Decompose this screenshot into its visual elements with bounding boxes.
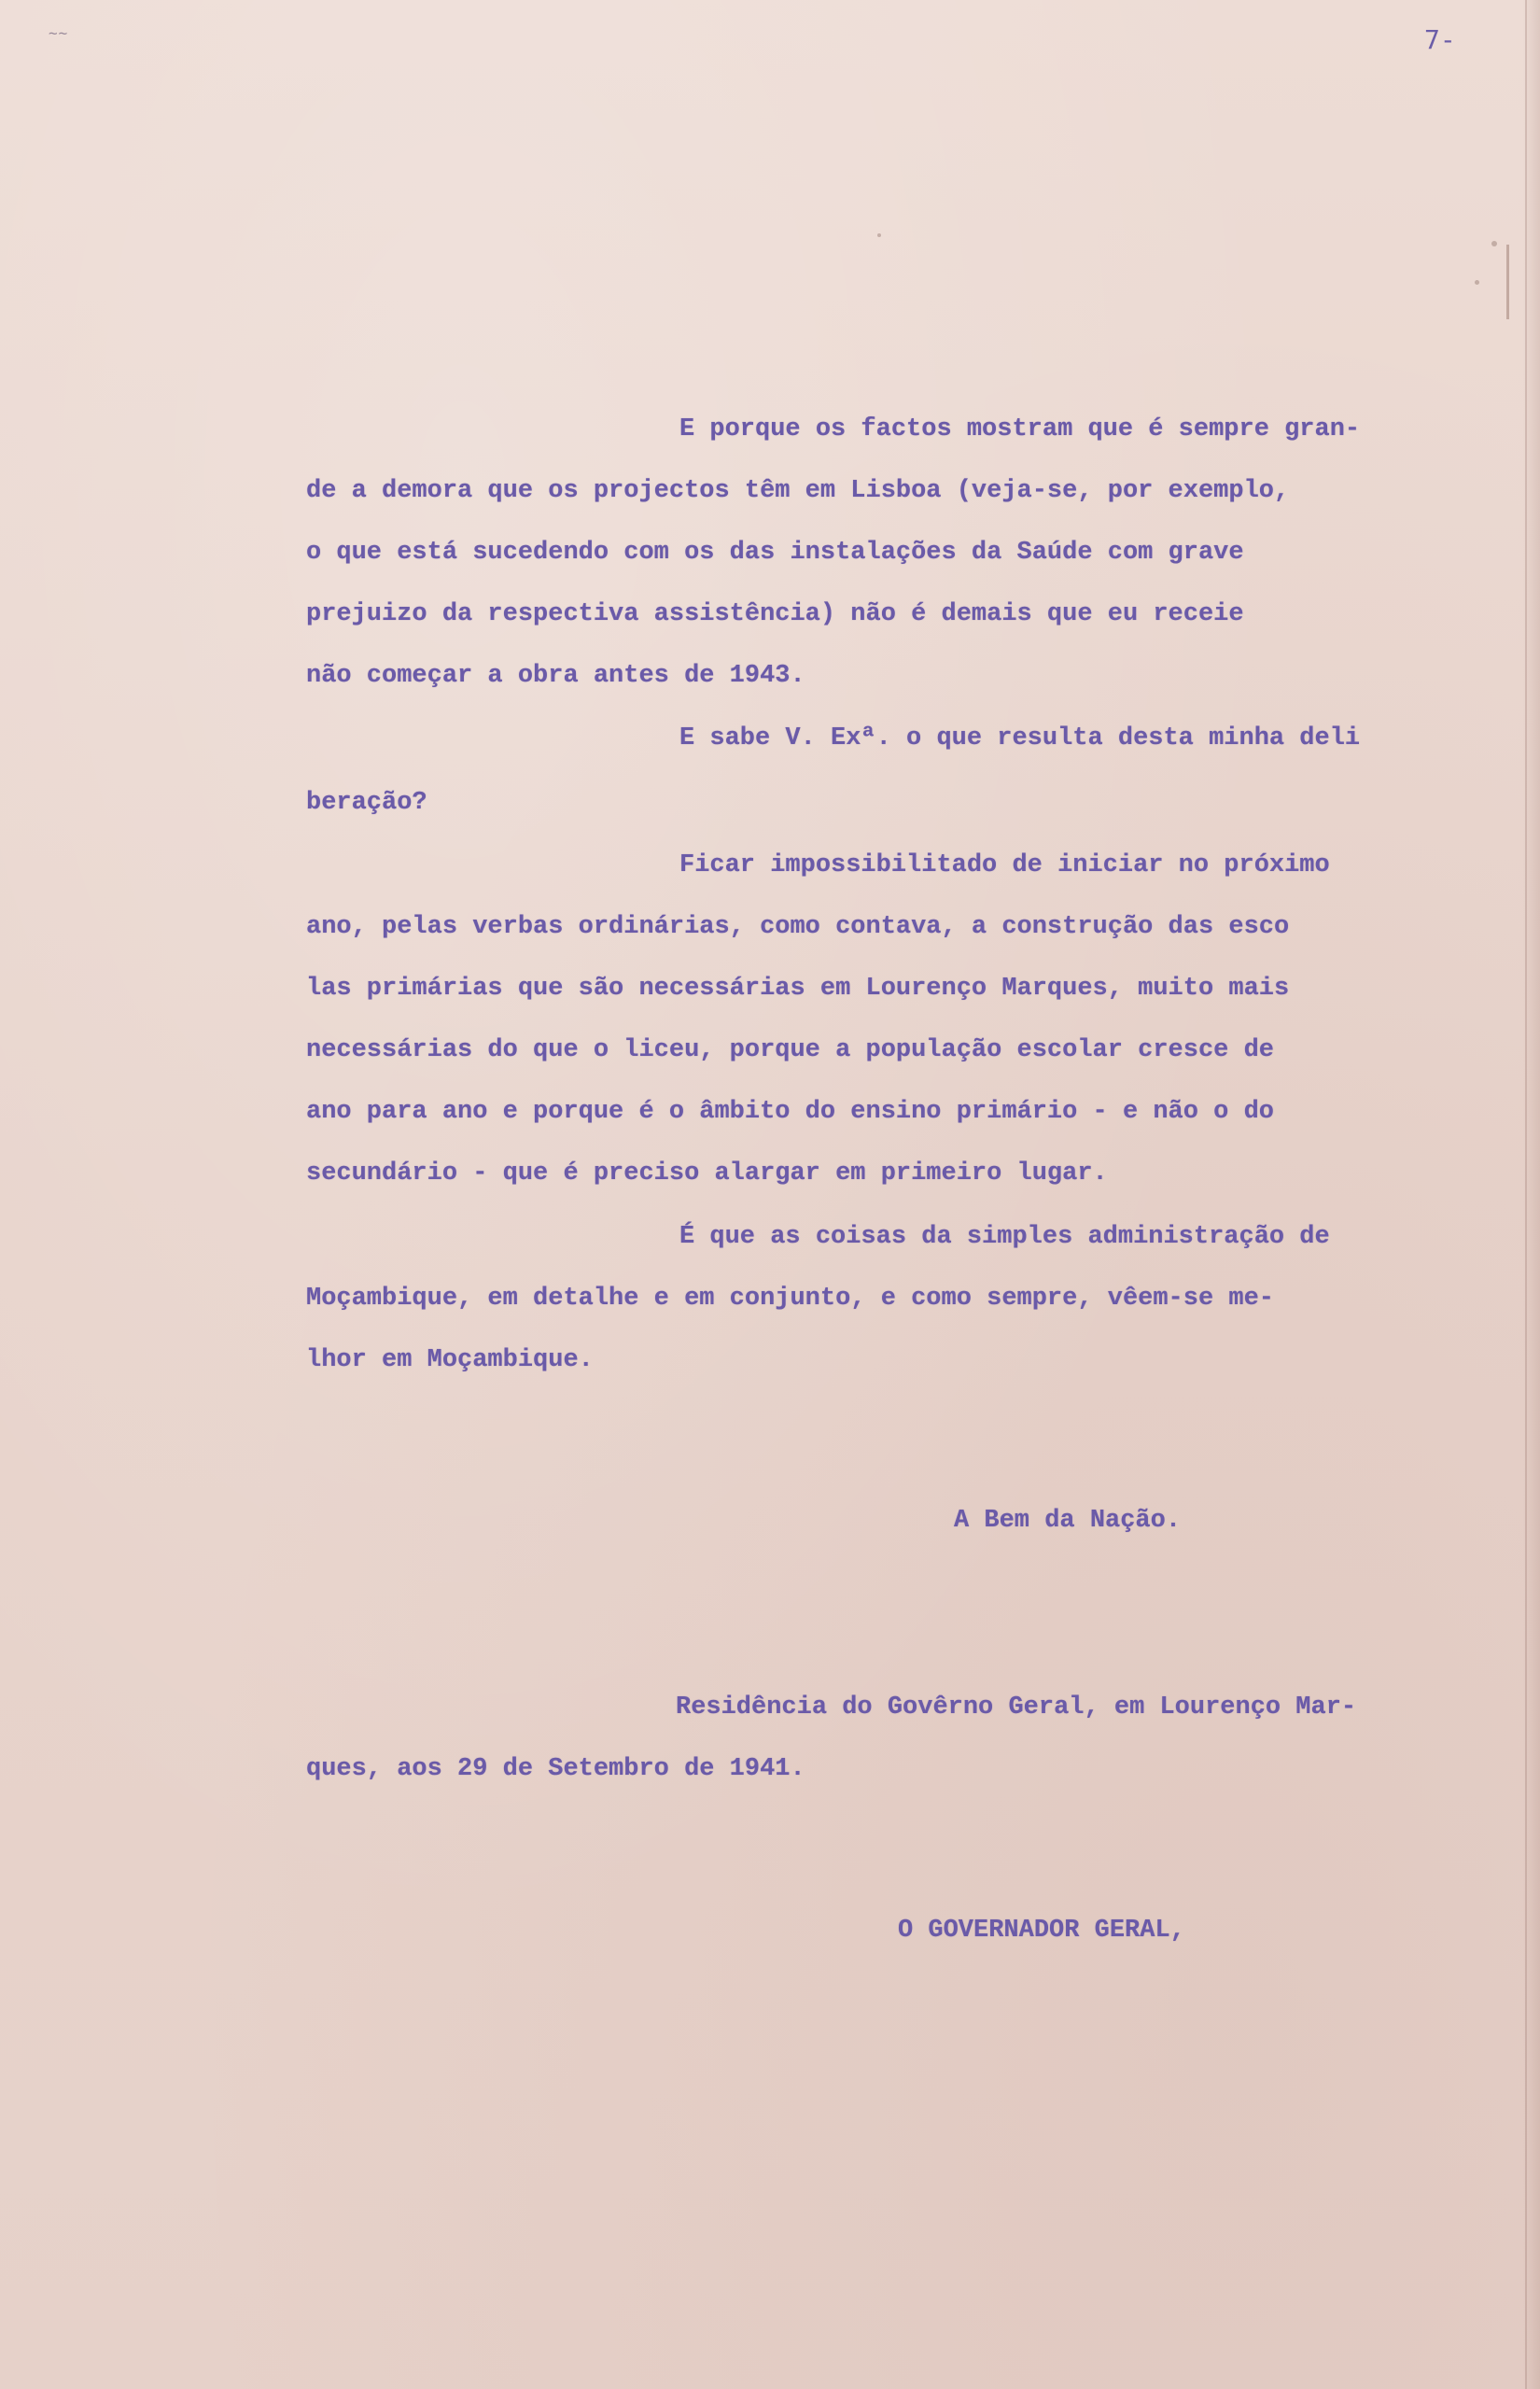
- body-line: de a demora que os projectos têm em Lisboa (veja-se, por exemplo,: [306, 477, 1290, 505]
- body-line: Moçambique, em detalhe e em conjunto, e como sempre, vêem-se me-: [306, 1285, 1274, 1313]
- body-line: lhor em Moçambique.: [306, 1346, 594, 1374]
- page-edge-line: [1525, 0, 1527, 2389]
- body-line: ano, pelas verbas ordinárias, como contava, a construção das esco: [306, 913, 1290, 941]
- body-line: secundário - que é preciso alargar em primeiro lugar.: [306, 1159, 1108, 1187]
- body-line: necessárias do que o liceu, porque a população escolar cresce de: [306, 1036, 1274, 1064]
- body-line: ano para ano e porque é o âmbito do ensino primário - e não o do: [306, 1098, 1274, 1126]
- signatory: O GOVERNADOR GERAL,: [898, 1917, 1185, 1945]
- margin-mark: [1506, 245, 1509, 319]
- body-line: É que as coisas da simples administração de: [679, 1223, 1330, 1251]
- paper-speck: [1491, 241, 1497, 246]
- corner-mark: ~~: [49, 24, 69, 42]
- body-line: Ficar impossibilitado de iniciar no próximo: [679, 851, 1330, 879]
- body-line: prejuizo da respectiva assistência) não é demais que eu receie: [306, 600, 1244, 628]
- salutation: A Bem da Nação.: [954, 1507, 1182, 1535]
- body-line: beração?: [306, 789, 427, 817]
- page-number: 7-: [1424, 24, 1456, 55]
- body-line: o que está sucedendo com os das instalações da Saúde com grave: [306, 539, 1244, 567]
- body-line: las primárias que são necessárias em Lourenço Marques, muito mais: [306, 975, 1290, 1003]
- place-date-line: Residência do Govêrno Geral, em Lourenço Mar-: [676, 1693, 1357, 1721]
- paper-speck: [877, 233, 881, 237]
- body-line: não começar a obra antes de 1943.: [306, 662, 805, 690]
- paper-speck: [1475, 280, 1479, 285]
- place-date-line: ques, aos 29 de Setembro de 1941.: [306, 1755, 805, 1783]
- body-line: E sabe V. Exª. o que resulta desta minha deli: [679, 724, 1361, 752]
- body-line: E porque os factos mostram que é sempre gran-: [679, 415, 1361, 443]
